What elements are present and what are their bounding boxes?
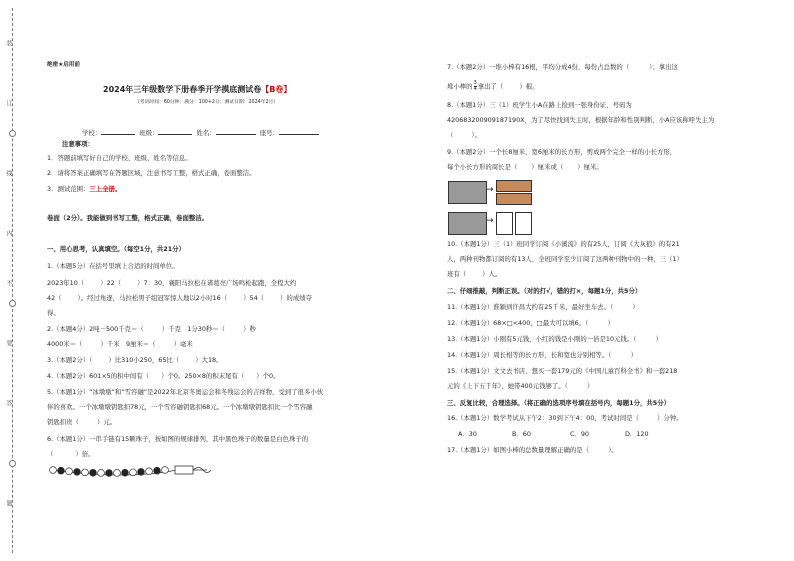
question-16: 16.（本题1分）数学考试从下午2：30到下午4：00，考试时间是（ ）分钟。 (447, 414, 683, 422)
question-11: 11.（本题1分）淮颖到许昌大约有25千米，最好坐车去。（ ） (447, 303, 639, 311)
option-b: B．60 (512, 430, 531, 438)
binding-hole-icon (9, 460, 16, 467)
question-8-line: （ ）。 (447, 131, 481, 139)
question-1-line: 42（ ）。经过角逐，马拉松男子组冠军惊人地以2小时16（ ）54（ ）的成绩夺 (47, 294, 312, 302)
binding-label: 题 (5, 500, 12, 506)
bead (114, 470, 121, 477)
bead (82, 469, 89, 476)
question-8: 8.（本题1分）三（1）班学生小A在路上捡到一张身份证，号码为 (447, 101, 632, 109)
bead-row (50, 467, 169, 477)
secret-note: 绝密★启用前 (47, 62, 80, 68)
question-2: 2.（本题4分）2吨－500千克＝（ ）千克 1分30秒＝（ ）秒 (47, 325, 256, 333)
binding-label: 答 (5, 400, 12, 406)
binding-label: 要 (5, 340, 12, 346)
question-5: 5.（本题1分）“冰墩墩”和“雪容融”是2022年北京冬奥运会和冬残运会的吉祥物，受到了很多小伙 (47, 388, 324, 396)
question-17: 17.（本题1分）如图小棒的总数量理解正确的是（ ）。 (447, 446, 618, 454)
arrow-icon: → (486, 185, 494, 195)
school-label: 学校： (82, 129, 102, 137)
bead (106, 470, 113, 477)
question-7: 7.（本题2分）一堆小棒有16根，平均分成4份，每份占总数的（ ）；拿出这 (447, 63, 678, 71)
section1-heading: 一、用心思考，认真填空。（每空1分，共21分） (47, 245, 185, 253)
binding-margin (0, 0, 24, 561)
question-15: 15.（本题1分）文文去书店，想买一套179元的《中国儿童百科全书》和一套218 (447, 367, 678, 375)
question-4: 4.（本题2分）601×5的积中间有（ ）个0。250×8的积末尾有（ ）个0。 (47, 372, 280, 380)
binding-hole-icon (9, 300, 16, 307)
rectangle-half-top (496, 180, 532, 192)
bead (58, 467, 65, 474)
binding-label: 订 (5, 100, 12, 106)
question-6: 6.（本题1分）一串手链有15颗珠子，按如图的规律排列，其中黑色珠子的数量是白色珠子的 (47, 435, 309, 443)
title-tag: 【B卷】 (261, 85, 292, 94)
note-item: 3．测试范围：三上全册。 (47, 185, 122, 193)
rectangle-half-right (515, 212, 532, 235)
exam-info: （考试时间：60分钟；满分：100+2分；测试日期：2024年2月） (135, 100, 279, 105)
question-1: 1.（本题5分）在括号里填上合适的时间单位。 (47, 262, 179, 270)
binding-label: 内 (5, 230, 12, 236)
neatness-note: 卷面（2分）。我能做到书写工整，格式正确，卷面整洁。 (47, 214, 209, 222)
bead (66, 468, 73, 475)
question-5-line: 钥匙扣贵（ ）元。 (47, 418, 117, 426)
class-label: 班级： (139, 129, 159, 137)
bead (130, 469, 137, 476)
notes-heading: 注意事项： (62, 140, 94, 148)
question-6-line: （ ）倍。 (47, 450, 95, 458)
binding-label: 装 (5, 40, 12, 46)
rectangle-half-bottom (496, 193, 532, 205)
fraction: $\frac{3}{4}$ (473, 80, 477, 92)
option-c: C．90 (570, 430, 589, 438)
question-10: 10.（本题1分）三（1）班同学订阅《小溪流》的有25人，订阅《大灰狼》的有21 (447, 240, 680, 248)
clasp-icon (175, 466, 193, 474)
question-7-line: 堆小棒的 $\frac{3}{4}$ 拿出了（ ）根。 (447, 80, 539, 92)
question-3: 3.（本题2分）（ ）比310小250，65比（ ）大18。 (47, 356, 223, 364)
rectangle-half-left (496, 212, 513, 235)
section3-heading: 三、反复比较，合理选择。（将正确的选项序号填在括号内，每题1分，共5分） (447, 399, 670, 407)
info-fields (82, 128, 319, 137)
bead-bracelet-image (47, 456, 217, 482)
option-a: A．30 (458, 430, 477, 438)
seat-label: 座号： (259, 129, 279, 137)
option-d: D．120 (625, 430, 649, 438)
bead (122, 469, 129, 476)
question-1-line: 得。 (47, 309, 60, 317)
rectangle-whole (448, 181, 487, 204)
question-2-line: 4000米＝（ ）千米 9厘米＝（ ）毫米 (47, 340, 193, 348)
question-12: 12.（本题1分）68×□<400，□最大可以填6。（ ） (447, 319, 614, 327)
question-15-line: 元的《上下五千年》，她带400元钱够了。（ ） (447, 382, 594, 390)
question-9: 9.（本题2分）一个长8厘米，宽6厘米的长方形，剪成两个完全一样的小长方形， (447, 148, 677, 156)
question-14: 14.（本题1分）周长相等的长方形，长和宽也分别相等。（ ） (447, 351, 637, 359)
question-1-line: 2023年10（ ）22（ ）7：30，襄阳马拉松在诸葛亮广场鸣枪起跑，全程大约 (47, 279, 297, 287)
bead (146, 468, 153, 475)
question-10-line: 班有（ ）人。 (447, 270, 502, 278)
section2-heading: 二、仔细推敲，判断正误。（对的打√，错的打×，每题1分，共5分） (447, 287, 642, 295)
question-13: 13.（本题1分）小刚有5元钱，小红的钱是小刚的一倍是10元钱。（ ） (447, 335, 662, 343)
binding-label: 线 (5, 170, 12, 176)
note-item: 1．答题前填写好自己的学校、班级、姓名等信息。 (47, 154, 192, 162)
bead (50, 467, 57, 474)
rectangle-whole (448, 212, 487, 235)
note-item: 2．请将答案正确填写在答题区域，注意书写工整，格式正确，卷面整洁。 (47, 169, 256, 177)
question-8-line: 420683200909187190X，为了尽快找到失主时，根据年龄和性别判断，小A应该称呼失主为 (447, 116, 715, 124)
question-10-line: 人，两种刊物都订阅的有13人，全班同学至少订阅了这两种刊物中的一种，三（1） (447, 255, 683, 263)
name-label: 姓名： (196, 129, 216, 137)
binding-hole-icon (9, 130, 16, 137)
scope-value: 三上全册。 (89, 185, 122, 193)
binding-label: 不 (5, 280, 12, 286)
page-title: 2024年三年级数学下册春季开学摸底测试卷【B卷】 (103, 85, 292, 94)
bead (74, 468, 81, 475)
bead (162, 467, 169, 474)
bead (90, 469, 97, 476)
arrow-icon: → (486, 216, 494, 226)
question-5-line: 伴的喜欢。一个冰墩墩钥匙扣78元，一个雪容融钥匙扣68元。一个冰墩墩钥匙扣比一个雪容融 (47, 403, 313, 411)
bead (98, 470, 105, 477)
bead (154, 467, 161, 474)
bead (138, 468, 145, 475)
question-9-line: 每个小长方形的周长是（ ）厘米或（ ）厘米。 (447, 163, 603, 171)
